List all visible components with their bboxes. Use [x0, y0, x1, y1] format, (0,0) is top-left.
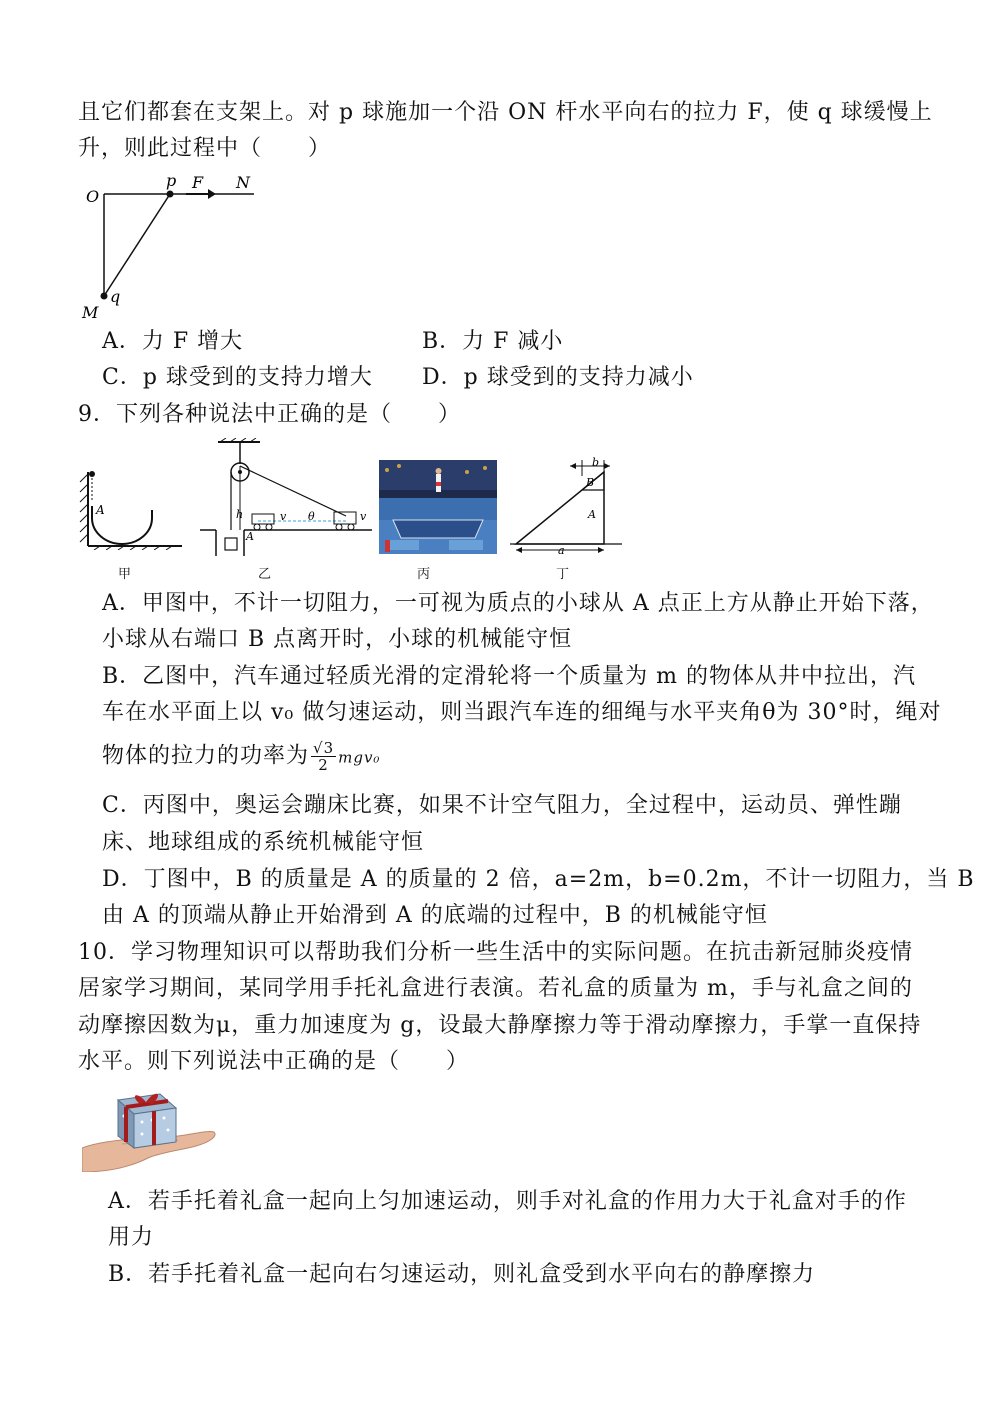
q9-figure-ding — [506, 456, 634, 558]
caption-yi: 乙 — [258, 567, 272, 582]
label-v2: v — [360, 510, 367, 523]
caption-bing: 丙 — [417, 567, 431, 582]
label-v1: v — [280, 510, 287, 523]
label-B: B — [586, 476, 595, 489]
q9-option-b-line2: 车在水平面上以 v₀ 做匀速运动，则当跟汽车连的细绳与水平夹角θ为 30°时，绳对 — [102, 700, 942, 725]
q9-option-b-line1: B．乙图中，汽车通过轻质光滑的定滑轮将一个质量为 m 的物体从井中拉出，汽 — [102, 664, 917, 689]
q10-option-a-line1: A．若手托着礼盒一起向上匀加速运动，则手对礼盒的作用力大于礼盒对手的作 — [108, 1189, 907, 1214]
q8-option-d: D．p 球受到的支持力减小 — [422, 365, 694, 390]
mgv0: mgv₀ — [338, 748, 381, 767]
label-a: a — [558, 544, 565, 557]
q9-figure-yi — [196, 438, 372, 556]
q9-option-b-line3 — [102, 740, 380, 773]
q8-stem-line2: 升，则此过程中（ ） — [78, 136, 332, 161]
sqrt3-over-2: $\frac{√3}{2}$ — [313, 739, 335, 774]
q10-stem-line4: 水平。则下列说法中正确的是（ ） — [78, 1049, 470, 1074]
label-h: h — [236, 508, 244, 521]
q9-option-b-text: 物体的拉力的功率为 — [102, 743, 310, 769]
label-O: O — [86, 187, 100, 206]
q10-stem-line3: 动摩擦因数为μ，重力加速度为 g，设最大静摩擦力等于滑动摩擦力，手掌一直保持 — [78, 1013, 922, 1038]
label-A-yi: A — [246, 530, 254, 543]
label-b: b — [592, 456, 600, 469]
q9-option-c-line2: 床、地球组成的系统机械能守恒 — [102, 830, 425, 855]
label-A: A — [96, 503, 105, 517]
label-theta: θ — [308, 510, 315, 523]
q8-figure — [78, 170, 268, 322]
q10-option-a-line2: 用力 — [108, 1225, 155, 1250]
q9-photo-bing — [379, 460, 497, 554]
caption-ding: 丁 — [556, 567, 570, 582]
q9-option-d-line1: D．丁图中，B 的质量是 A 的质量的 2 倍，a=2m，b=0.2m，不计一切阻力，当 B — [102, 867, 975, 892]
q8-option-c: C．p 球受到的支持力增大 — [102, 365, 373, 390]
q8-option-b: B．力 F 减小 — [422, 329, 564, 354]
q9-figure-jia — [78, 466, 186, 550]
label-N: N — [236, 173, 250, 192]
q10-stem-line1: 10．学习物理知识可以帮助我们分析一些生活中的实际问题。在抗击新冠肺炎疫情 — [78, 940, 913, 965]
label-M: M — [82, 303, 99, 322]
q9-option-c-line1: C．丙图中，奥运会蹦床比赛，如果不计空气阻力，全过程中，运动员、弹性蹦 — [102, 793, 902, 818]
q9-stem: 9．下列各种说法中正确的是（ ） — [78, 402, 461, 427]
q9-option-d-line2: 由 A 的顶端从静止开始滑到 A 的底端的过程中，B 的机械能守恒 — [102, 903, 768, 928]
q10-option-b: B．若手托着礼盒一起向右匀速运动，则礼盒受到水平向右的静摩擦力 — [108, 1262, 816, 1287]
label-p: p — [166, 171, 177, 190]
caption-jia: 甲 — [118, 567, 132, 582]
q9-option-a-line2: 小球从右端口 B 点离开时，小球的机械能守恒 — [102, 627, 573, 652]
q9-option-a-line1: A．甲图中，不计一切阻力，一可视为质点的小球从 A 点正上方从静止开始下落， — [102, 591, 934, 616]
q10-photo-gift-hand — [82, 1086, 218, 1172]
label-F: F — [192, 173, 204, 192]
label-A-ding: A — [588, 508, 596, 521]
q8-option-a: A．力 F 增大 — [102, 329, 244, 354]
q8-stem-line1: 且它们都套在支架上。对 p 球施加一个沿 ON 杆水平向右的拉力 F，使 q 球缓慢上 — [78, 100, 933, 125]
q10-stem-line2: 居家学习期间，某同学用手托礼盒进行表演。若礼盒的质量为 m，手与礼盒之间的 — [78, 976, 913, 1001]
label-q: q — [110, 287, 121, 306]
